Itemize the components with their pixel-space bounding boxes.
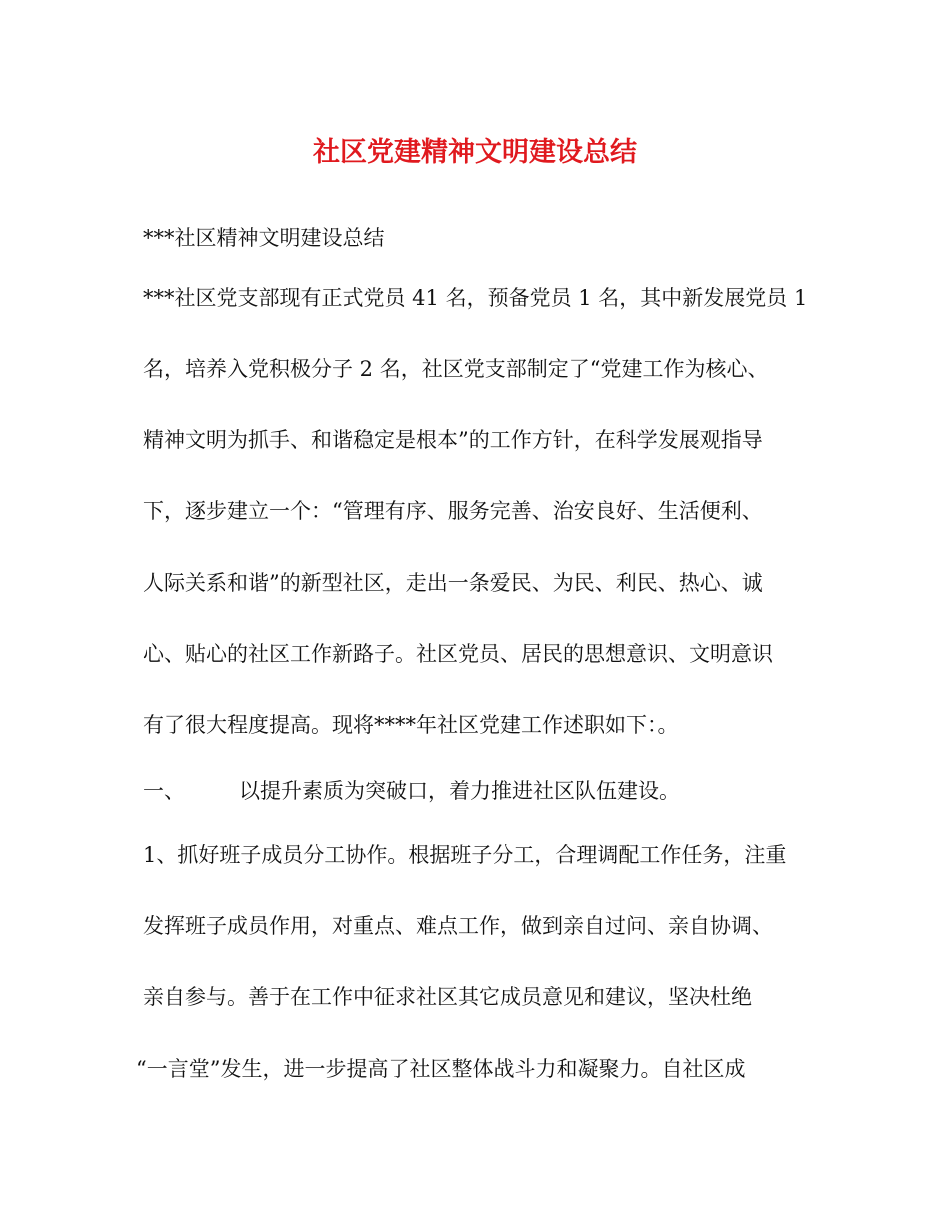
paragraph-line: 人际关系和谐”的新型社区，走出一条爱民、为民、利民、热心、诚 — [143, 571, 763, 595]
paragraph-line: 有了很大程度提高。现将****年社区党建工作述职如下：。 — [143, 713, 679, 737]
section-heading-text: 以提升素质为突破口，着力推进社区队伍建设。 — [239, 779, 680, 803]
paragraph-line: 精神文明为抓手、和谐稳定是根本”的工作方针，在科学发展观指导 — [143, 428, 763, 452]
paragraph-line: ***社区党支部现有正式党员 41 名，预备党员 1 名，其中新发展党员 1 — [143, 286, 808, 310]
paragraph-line: 亲自参与。善于在工作中征求社区其它成员意见和建议，坚决杜绝 — [143, 985, 752, 1009]
paragraph-line: “一言堂”发生，进一步提高了社区整体战斗力和凝聚力。自社区成 — [136, 1057, 746, 1081]
document-subtitle: ***社区精神文明建设总结 — [143, 226, 385, 250]
paragraph-line: 名，培养入党积极分子 2 名，社区党支部制定了“党建工作为核心、 — [143, 357, 769, 381]
paragraph-line: 心、贴心的社区工作新路子。社区党员、居民的思想意识、文明意识 — [143, 642, 773, 666]
paragraph-line: 下，逐步建立一个：“管理有序、服务完善、治安良好、生活便利、 — [143, 499, 763, 523]
section-heading — [143, 776, 680, 806]
paragraph-line: 1、抓好班子成员分工协作。根据班子分工，合理调配工作任务，注重 — [143, 843, 787, 867]
paragraph-line: 发挥班子成员作用，对重点、难点工作，做到亲自过问、亲自协调、 — [143, 914, 773, 938]
section-heading-number: 一、 — [143, 779, 185, 803]
document-title: 社区党建精神文明建设总结 — [313, 137, 637, 168]
